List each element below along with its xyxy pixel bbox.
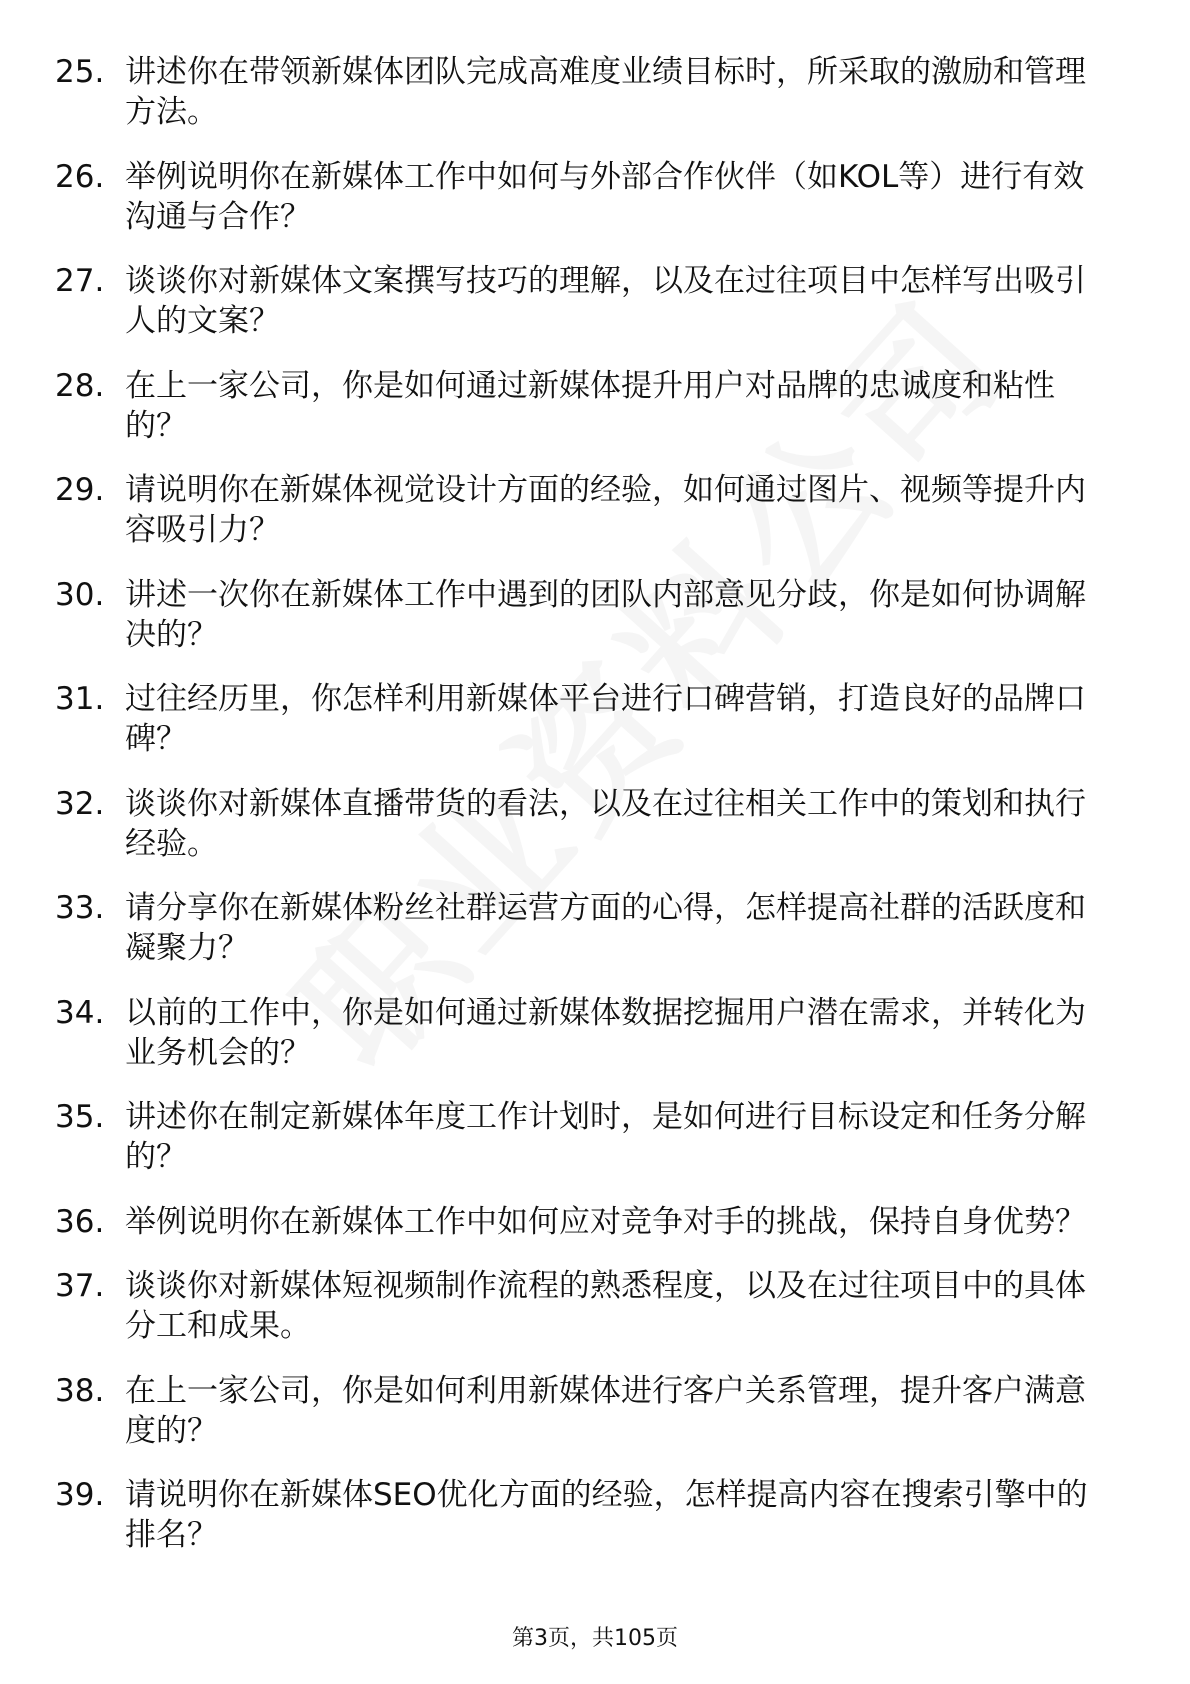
question-text: 以前的工作中，你是如何通过新媒体数据挖掘用户潜在需求，并转化为业务机会的？ <box>125 994 1086 1071</box>
question-text: 讲述一次你在新媒体工作中遇到的团队内部意见分歧，你是如何协调解决的？ <box>125 576 1086 653</box>
question-text: 讲述你在带领新媒体团队完成高难度业绩目标时，所采取的激励和管理方法。 <box>125 54 1086 130</box>
question-item <box>55 1202 1115 1242</box>
question-number: 38. <box>55 1372 105 1409</box>
question-text: 在上一家公司，你是如何通过新媒体提升用户对品牌的忠诚度和粘性的？ <box>125 367 1055 444</box>
question-number: 27. <box>55 263 105 299</box>
question-number: 33. <box>55 890 105 926</box>
question-number: 30. <box>55 576 105 613</box>
page-footer: 第3页，共105页 <box>512 1626 678 1651</box>
question-item <box>55 470 1115 550</box>
question-item <box>55 52 1115 132</box>
question-item <box>55 575 1115 655</box>
question-text: 过往经历里，你怎样利用新媒体平台进行口碑营销，打造良好的品牌口碑？ <box>125 681 1086 757</box>
question-number: 29. <box>55 472 105 508</box>
question-item <box>55 1371 1115 1451</box>
question-text: 谈谈你对新媒体直播带货的看法，以及在过往相关工作中的策划和执行经验。 <box>125 785 1086 862</box>
question-number: 37. <box>55 1268 105 1304</box>
question-number: 32. <box>55 785 105 822</box>
question-item <box>55 888 1115 968</box>
question-text: 谈谈你对新媒体短视频制作流程的熟悉程度，以及在过往项目中的具体分工和成果。 <box>125 1268 1086 1344</box>
question-number: 34. <box>55 994 105 1031</box>
question-text: 讲述你在制定新媒体年度工作计划时，是如何进行目标设定和任务分解的？ <box>125 1099 1086 1175</box>
question-item <box>55 261 1115 341</box>
question-item <box>55 993 1115 1073</box>
question-item <box>55 784 1115 864</box>
question-text: 举例说明你在新媒体工作中如何应对竞争对手的挑战，保持自身优势？ <box>125 1203 1086 1240</box>
question-item <box>55 366 1115 446</box>
question-text: 举例说明你在新媒体工作中如何与外部合作伙伴（如KOL等）进行有效沟通与合作？ <box>125 158 1085 235</box>
question-number: 36. <box>55 1203 105 1240</box>
question-item <box>55 679 1115 759</box>
question-item <box>55 157 1115 237</box>
question-text: 在上一家公司，你是如何利用新媒体进行客户关系管理，提升客户满意度的？ <box>125 1372 1086 1449</box>
question-item <box>55 1266 1115 1346</box>
question-text: 请说明你在新媒体SEO优化方面的经验，怎样提高内容在搜索引擎中的排名？ <box>125 1477 1088 1553</box>
question-text: 谈谈你对新媒体文案撰写技巧的理解，以及在过往项目中怎样写出吸引人的文案？ <box>125 263 1086 339</box>
question-number: 28. <box>55 367 105 404</box>
question-item <box>55 1475 1115 1555</box>
question-list <box>55 52 1115 1580</box>
question-text: 请分享你在新媒体粉丝社群运营方面的心得，怎样提高社群的活跃度和凝聚力？ <box>125 890 1086 966</box>
question-number: 25. <box>55 54 105 90</box>
question-number: 39. <box>55 1477 105 1513</box>
question-number: 35. <box>55 1099 105 1135</box>
question-number: 26. <box>55 158 105 195</box>
question-text: 请说明你在新媒体视觉设计方面的经验，如何通过图片、视频等提升内容吸引力？ <box>125 472 1086 548</box>
question-item <box>55 1097 1115 1177</box>
question-number: 31. <box>55 681 105 717</box>
